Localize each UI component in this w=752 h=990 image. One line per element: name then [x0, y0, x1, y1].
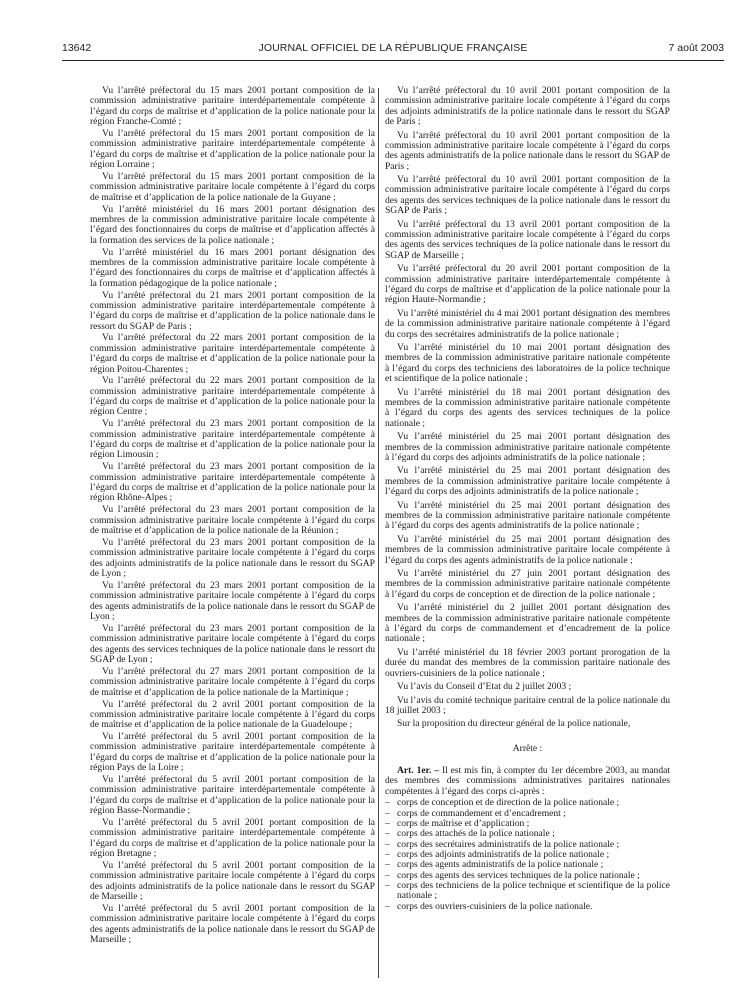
visa-paragraph: Vu l’arrêté préfectoral du 5 avril 2001 portant composition de la commission administrative paritaire interdépartementale compétente à l’égard du corps de maîtrise et d’application de la police nationale pour la région Pays de la Loire ;	[90, 731, 375, 774]
issue-date: 7 août 2003	[668, 42, 724, 54]
visa-paragraph: Vu l’arrêté préfectoral du 23 mars 2001 portant composition de la commission administrative paritaire interdépartementale compétente à l’égard du corps de maîtrise et d’application de la police nationale pour la région Rhône-Alpes ;	[90, 461, 375, 504]
visa-paragraph: Vu l’arrêté préfectoral du 5 avril 2001 portant composition de la commission administrative paritaire interdépartementale compétente à l’égard du corps de maîtrise et d’application de la police nationale pour la région Basse-Normandie ;	[90, 774, 375, 817]
column-divider	[378, 88, 379, 978]
visa-paragraph: Vu l’arrêté préfectoral du 5 avril 2001 portant composition de la commission administrative paritaire interdépartementale compétente à l’égard du corps de maîtrise et d’application de la police nationale pour la région Bretagne ;	[90, 817, 375, 860]
header-rule	[62, 60, 724, 61]
article-text: Il est mis fin, à compter du 1er décembre 2003, au mandat des membres des commissions administratives paritaires nationales compétentes à l’égard des corps ci-après :	[385, 765, 670, 797]
visa-paragraph: Vu l’arrêté ministériel du 25 mai 2001 portant désignation des membres de la commission administrative paritaire nationale compétente à l’égard du corps des adjoints administratifs de la police nationale ;	[385, 431, 670, 463]
article-list-item: – corps des ouvriers-cuisiniers de la police nationale.	[385, 902, 670, 912]
visa-paragraph: Vu l’arrêté préfectoral du 20 avril 2001 portant composition de la commission administrative paritaire interdépartementale compétente à l’égard du corps de maîtrise et d’application de la police nationale pour la région Haute-Normandie ;	[385, 263, 670, 306]
article-1	[385, 766, 670, 797]
visa-paragraph: Vu l’arrêté préfectoral du 23 mars 2001 portant composition de la commission administrative paritaire interdépartementale compétente à l’égard du corps de maîtrise et d’application de la police nationale pour la région Limousin ;	[90, 418, 375, 461]
article-list-item: – corps de maîtrise et d’application ;	[385, 819, 670, 829]
visa-paragraph: Vu l’arrêté préfectoral du 15 mars 2001 portant composition de la commission administrative paritaire interdépartementale compétente à l’égard du corps de maîtrise et d’application de la police nationale pour la région Lorraine ;	[90, 127, 375, 170]
visa-paragraph: Vu l’arrêté préfectoral du 23 mars 2001 portant composition de la commission administrative paritaire locale compétente à l’égard du corps des agents administratifs de la police nationale dans le ressort du SGAP de Lyon ;	[90, 579, 375, 622]
visa-paragraph: Vu l’arrêté ministériel du 4 mai 2001 portant désignation des membres de la commission administrative paritaire nationale compétente à l’égard du corps des secrétaires administratifs de la police nationale ;	[385, 307, 670, 340]
article-list-item: – corps des secrétaires administratifs de la police nationale ;	[385, 840, 670, 850]
visa-paragraph: Vu l’arrêté préfectoral du 23 mars 2001 portant composition de la commission administrative paritaire locale compétente à l’égard du corps des agents des services techniques de la police nationale dans le ressort du SGAP de Lyon ;	[90, 622, 375, 665]
visa-paragraph: Vu l’arrêté ministériel du 16 mars 2001 portant désignation des membres de la commission administrative paritaire locale compétente à l’égard des fonctionnaires du corps de maîtrise et d’application affectés à la formation des services de la police nationale ;	[90, 203, 375, 246]
visa-paragraph: Vu l’arrêté préfectoral du 10 avril 2001 portant composition de la commission administrative paritaire locale compétente à l’égard du corps des agents des services techniques de la police nationale dans le ressort du SGAP de Paris ;	[385, 174, 670, 217]
article-list-item: – corps des adjoints administratifs de la police nationale ;	[385, 850, 670, 860]
visa-paragraph: Vu l’arrêté ministériel du 2 juillet 2001 portant désignation des membres de la commission administrative paritaire nationale compétente à l’égard du corps de commandement et d’encadrement de la police nationale ;	[385, 602, 670, 645]
page-header	[62, 42, 724, 56]
visa-paragraph: Vu l’arrêté préfectoral du 10 avril 2001 portant composition de la commission administrative paritaire locale compétente à l’égard du corps des agents administratifs de la police nationale dans le ressort du SGAP de Paris ;	[385, 129, 670, 172]
visa-paragraph: Vu l’arrêté préfectoral du 15 mars 2001 portant composition de la commission administrative paritaire locale compétente à l’égard du corps de maîtrise et d’application de la police nationale de la Guyane ;	[90, 170, 375, 203]
visa-paragraph: Vu l’arrêté ministériel du 25 mai 2001 portant désignation des membres de la commission administrative paritaire locale compétente à l’égard du corps des agents administratifs de la police nationale ;	[385, 533, 670, 566]
visa-paragraph: Vu l’arrêté préfectoral du 10 avril 2001 portant composition de la commission administrative paritaire locale compétente à l’égard du corps des adjoints administratifs de la police nationale dans le ressort du SGAP de Paris ;	[385, 85, 670, 128]
visa-paragraph: Vu l’avis du comité technique paritaire central de la police nationale du 18 juillet 2003 ;	[385, 694, 670, 716]
right-column	[385, 86, 670, 912]
journal-title: JOURNAL OFFICIEL DE LA RÉPUBLIQUE FRANÇAISE	[258, 42, 528, 54]
visa-paragraph: Vu l’arrêté préfectoral du 22 mars 2001 portant composition de la commission administrative paritaire interdépartementale compétente à l’égard du corps de maîtrise et d’application de la police nationale pour la région Centre ;	[90, 375, 375, 418]
visa-paragraph: Vu l’arrêté ministériel du 27 juin 2001 portant désignation des membres de la commission administrative paritaire nationale compétente à l’égard du corps de conception et de direction de la police nationale ;	[385, 568, 670, 600]
visa-paragraph: Vu l’arrêté préfectoral du 27 mars 2001 portant composition de la commission administrative paritaire locale compétente à l’égard du corps de maîtrise et d’application de la police nationale de la Martinique ;	[90, 665, 375, 698]
visa-paragraph: Vu l’arrêté ministériel du 25 mai 2001 portant désignation des membres de la commission administrative paritaire locale compétente à l’égard du corps des adjoints administratifs de la police nationale ;	[385, 465, 670, 498]
article-label: Art. 1er. –	[397, 765, 440, 777]
visa-paragraph: Vu l’avis du Conseil d’Etat du 2 juillet 2003 ;	[397, 681, 572, 693]
article-list-item: – corps des agents administratifs de la police nationale ;	[385, 860, 670, 870]
visa-paragraph: Vu l’arrêté préfectoral du 23 mars 2001 portant composition de la commission administrative paritaire locale compétente à l’égard du corps de maîtrise et d’application de la police nationale de la Réunion ;	[90, 504, 375, 537]
article-list-item: – corps de conception et de direction de la police nationale ;	[385, 798, 670, 808]
visa-paragraph: Vu l’arrêté ministériel du 25 mai 2001 portant désignation des membres de la commission administrative paritaire nationale compétente à l’égard du corps des agents administratifs de la police nationale ;	[385, 499, 670, 532]
arrete-heading: Arrête :	[512, 742, 543, 754]
left-column	[90, 86, 375, 945]
article-list-item: – corps de commandement et d’encadrement ;	[385, 809, 670, 819]
visa-paragraph: Sur la proposition du directeur général de la police nationale,	[397, 718, 631, 730]
visa-paragraph: Vu l’arrêté préfectoral du 5 avril 2001 portant composition de la commission administrative paritaire locale compétente à l’égard du corps des agents administratifs de la police nationale dans le ressort du SGAP de Marseille ;	[90, 903, 375, 946]
visa-paragraph: Vu l’arrêté préfectoral du 5 avril 2001 portant composition de la commission administrative paritaire locale compétente à l’égard du corps des adjoints administratifs de la police nationale dans le ressort du SGAP de Marseille ;	[90, 860, 375, 903]
visa-paragraph: Vu l’arrêté préfectoral du 13 avril 2001 portant composition de la commission administrative paritaire locale compétente à l’égard du corps des agents des services techniques de la police nationale dans le ressort du SGAP de Marseille ;	[385, 218, 670, 261]
right-column-paragraphs	[385, 86, 670, 730]
visa-paragraph: Vu l’arrêté ministériel du 18 mai 2001 portant désignation des membres de la commission administrative paritaire nationale compétente à l’égard du corps des agents des services techniques de la police nationale ;	[385, 386, 670, 429]
page-number: 13642	[62, 42, 92, 54]
visa-paragraph: Vu l’arrêté préfectoral du 15 mars 2001 portant composition de la commission administrative paritaire interdépartementale compétente à l’égard du corps de maîtrise et d’application de la police nationale pour la région Franche-Comté ;	[90, 85, 375, 128]
visa-paragraph: Vu l’arrêté préfectoral du 21 mars 2001 portant composition de la commission administrative paritaire interdépartementale compétente à l’égard du corps de maîtrise et d’application de la police nationale dans le ressort du SGAP de Paris ;	[90, 289, 375, 332]
visa-paragraph: Vu l’arrêté ministériel du 10 mai 2001 portant désignation des membres de la commission administrative paritaire nationale compétente à l’égard du corps des techniciens des laboratoires de la police technique et scientifique de la police nationale ;	[385, 342, 670, 385]
article-list-item: – corps des techniciens de la police technique et scientifique de la police nationale ;	[385, 881, 670, 902]
visa-paragraph: Vu l’arrêté préfectoral du 2 avril 2001 portant composition de la commission administrative paritaire locale compétente à l’égard du corps de maîtrise et d’application de la police nationale de la Guadeloupe ;	[90, 698, 375, 731]
article-list-item: – corps des attachés de la police nationale ;	[385, 829, 670, 839]
article-list-item: – corps des agents des services techniques de la police nationale ;	[385, 871, 670, 881]
article-item-list	[385, 798, 670, 912]
visa-paragraph: Vu l’arrêté ministériel du 18 février 2003 portant prorogation de la durée du mandat des membres de la commission paritaire nationale des ouvriers-cuisiniers de la police nationale ;	[385, 646, 670, 679]
visa-paragraph: Vu l’arrêté préfectoral du 22 mars 2001 portant composition de la commission administrative paritaire interdépartementale compétente à l’égard du corps de maîtrise et d’application de la police nationale pour la région Poitou-Charentes ;	[90, 332, 375, 375]
visa-paragraph: Vu l’arrêté préfectoral du 23 mars 2001 portant composition de la commission administrative paritaire locale compétente à l’égard du corps des adjoints administratifs de la police nationale dans le ressort du SGAP de Lyon ;	[90, 536, 375, 579]
visa-paragraph: Vu l’arrêté ministériel du 16 mars 2001 portant désignation des membres de la commission administrative paritaire locale compétente à l’égard des fonctionnaires du corps de maîtrise et d’application affectés à la formation pédagogique de la police nationale ;	[90, 246, 375, 289]
